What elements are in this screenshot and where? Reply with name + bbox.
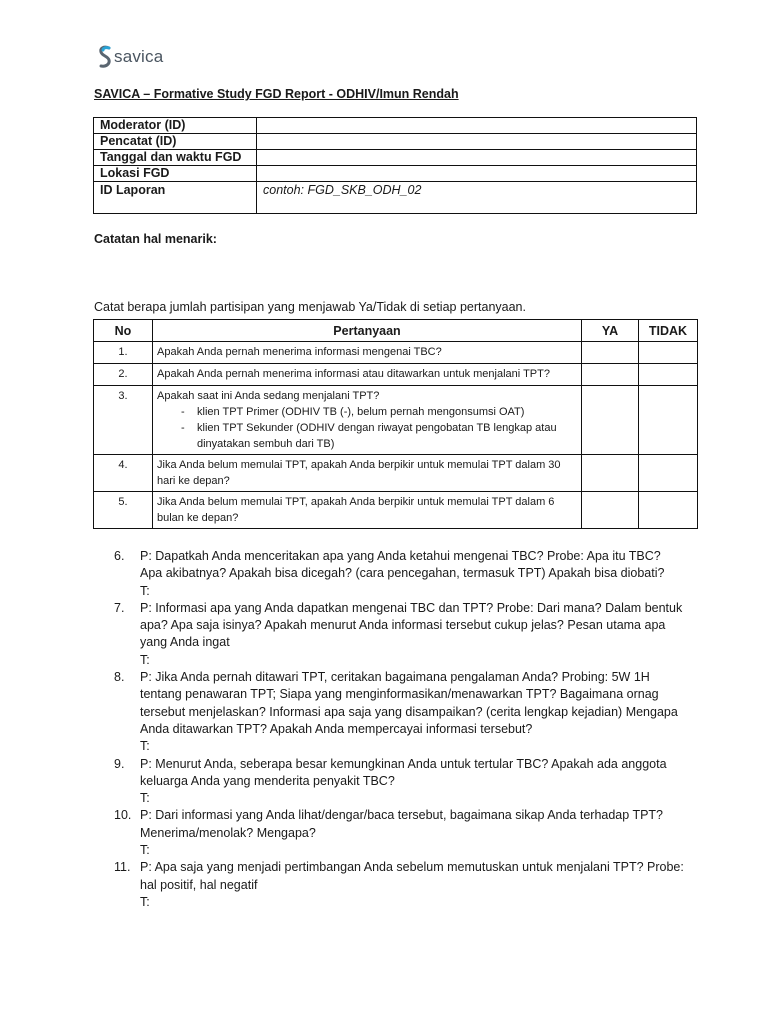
question-number: 6. [114,549,125,563]
info-row-pencatat [94,134,697,150]
list-item [114,756,684,808]
row-question-with-options [153,386,582,455]
question-body [140,548,684,600]
info-value [257,134,697,150]
question-text: P: Dapatkah Anda menceritakan apa yang Anda ketahui mengenai TBC? Probe: Apa itu TBC? Apa akibatnya? Apakah bisa dicegah? (cara pencegahan, termasuk TPT) Apakah bisa diobati? [140,549,665,581]
info-label: Moderator (ID) [94,118,257,134]
table-row [94,455,698,492]
yes-no-question-table [93,319,698,529]
notes-heading: Catatan hal menarik: [94,232,217,246]
table-row [94,386,698,455]
yes-count-cell[interactable] [582,492,639,529]
logo-text: savica [114,47,164,66]
header-yes: YA [582,320,639,342]
instruction-text: Catat berapa jumlah partisipan yang menjawab Ya/Tidak di setiap pertanyaan. [94,300,526,314]
info-value [257,166,697,182]
row-question: Jika Anda belum memulai TPT, apakah Anda berpikir untuk memulai TPT dalam 30 hari ke depan? [153,455,582,492]
yes-count-cell[interactable] [582,364,639,386]
question-table-header [94,320,698,342]
header-no: No [94,320,153,342]
row-number: 3. [94,386,153,455]
question-body [140,600,684,669]
row-question: Jika Anda belum memulai TPT, apakah Anda berpikir untuk memulai TPT dalam 6 bulan ke depan? [153,492,582,529]
list-item [114,600,684,669]
answer-label: T: [140,652,150,667]
question-text: P: Apa saja yang menjadi pertimbangan Anda sebelum memutuskan untuk menjalani TPT? Probe: hal positif, hal negatif [140,860,684,892]
yes-count-cell[interactable] [582,455,639,492]
row-number: 1. [94,342,153,364]
table-row [94,342,698,364]
row-number: 5. [94,492,153,529]
no-count-cell[interactable] [639,342,698,364]
yes-count-cell[interactable] [582,342,639,364]
header-no-answer: TIDAK [639,320,698,342]
answer-label: T: [140,739,150,754]
report-info-table [93,117,697,214]
savica-logo-icon [98,45,112,69]
list-item: - klien TPT Primer (ODHIV TB (-), belum pernah mengonsumsi OAT) [197,404,577,420]
answer-label: T: [140,894,150,909]
question-number: 8. [114,670,125,685]
info-row-lokasi [94,166,697,182]
savica-logo [98,45,163,69]
question-body [140,859,684,911]
question-text: P: Menurut Anda, seberapa besar kemungkinan Anda untuk tertular TBC? Apakah ada anggota keluarga Anda yang menderita penyakit TBC? [140,756,667,788]
no-count-cell[interactable] [639,492,698,529]
question-text: P: Dari informasi yang Anda lihat/dengar/baca tersebut, bagaimana sikap Anda terhadap TPT? Menerima/menolak? Mengapa? [140,808,664,840]
info-label: ID Laporan [94,182,257,214]
answer-label: T: [140,791,150,806]
info-label: Tanggal dan waktu FGD [94,150,257,166]
yes-count-cell[interactable] [582,386,639,455]
info-value-example: contoh: FGD_SKB_ODH_02 [257,182,697,214]
info-row-id-laporan [94,182,697,214]
list-item: - klien TPT Sekunder (ODHIV dengan riwayat pengobatan TB lengkap atau dinyatakan sembuh dari TB) [197,420,577,452]
answer-label: T: [140,843,150,858]
question-number: 7. [114,600,125,615]
list-item [114,548,684,600]
answer-label: T: [140,583,150,598]
header-question: Pertanyaan [153,320,582,342]
no-count-cell[interactable] [639,455,698,492]
row-question: Apakah saat ini Anda sedang menjalani TPT? [157,390,380,402]
question-text: P: Informasi apa yang Anda dapatkan mengenai TBC dan TPT? Probe: Dari mana? Dalam bentuk apa? Apa saja isinya? Apakah menurut Anda informasi tersebut cukup jelas? Pesan utama apa yang Anda ingat [140,600,683,650]
row-question: Apakah Anda pernah menerima informasi mengenai TBC? [153,342,582,364]
info-value [257,118,697,134]
question-body [140,669,684,755]
row-number: 2. [94,364,153,386]
question-number: 9. [114,756,125,771]
no-count-cell[interactable] [639,386,698,455]
table-row [94,492,698,529]
question-body [140,756,684,808]
list-item [114,859,684,911]
question-body [140,807,684,859]
row-number: 4. [94,455,153,492]
info-label: Pencatat (ID) [94,134,257,150]
question-number: 10. [114,808,132,823]
question-text: P: Jika Anda pernah ditawari TPT, ceritakan bagaimana pengalaman Anda? Probing: 5W 1H tentang penawaran TPT; Siapa yang menginformasikan/menawarkan TPT? Bagaimana ornag tersebut menjelaskan? Informasi apa saja yang disampaikan? (cerita lengkap kejadian) Mengapa Anda ditawarkan TPT? Apakah Anda mempercayai informasi tersebut? [140,670,678,736]
info-label: Lokasi FGD [94,166,257,182]
info-row-moderator [94,118,697,134]
info-value [257,150,697,166]
list-item [114,669,684,755]
option-list [157,404,577,452]
list-item [114,807,684,859]
open-question-list [114,548,684,911]
document-title: SAVICA – Formative Study FGD Report - ODHIV/Imun Rendah [94,87,459,101]
no-count-cell[interactable] [639,364,698,386]
info-row-tanggal [94,150,697,166]
question-number: 11. [114,860,131,875]
row-question: Apakah Anda pernah menerima informasi atau ditawarkan untuk menjalani TPT? [153,364,582,386]
table-row [94,364,698,386]
